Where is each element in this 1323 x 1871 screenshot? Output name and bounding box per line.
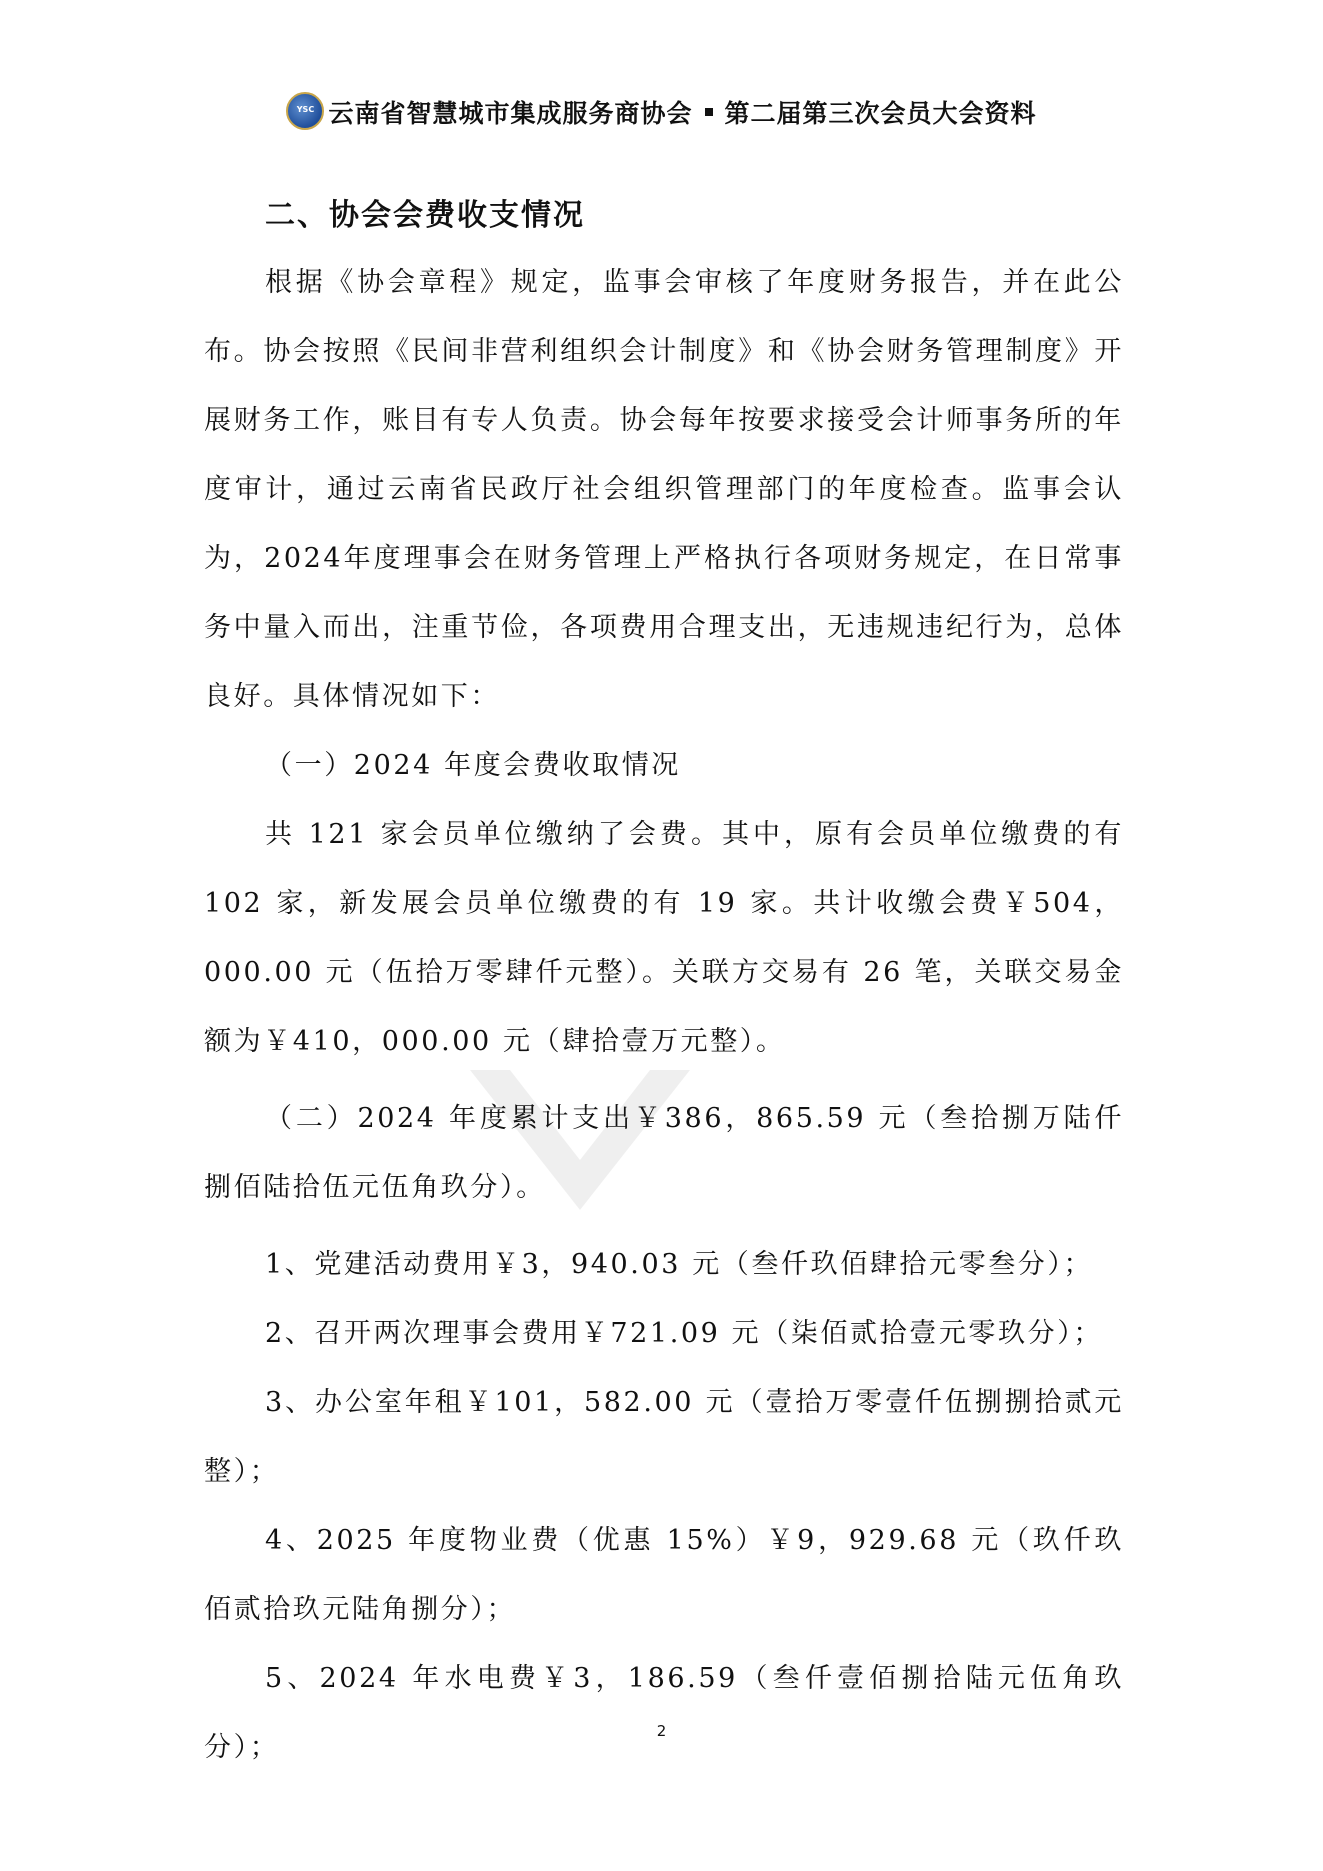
- page-number: 2: [656, 1722, 667, 1740]
- expense-item: 5、2024 年水电费￥3，186.59（叁仟壹佰捌拾陆元伍角玖分）；: [204, 1663, 1124, 1763]
- expense-item: 3、办公室年租￥101，582.00 元（壹拾万零壹仟伍捌捌拾贰元整）；: [204, 1387, 1124, 1487]
- page-header: [0, 94, 1323, 134]
- section-heading: 二、协会会费收支情况: [265, 198, 585, 233]
- doc-title: 第二届第三次会员大会资料: [724, 99, 1037, 128]
- association-logo-icon: YSC: [286, 92, 324, 130]
- subsection-heading-fees: （一）2024 年度会费收取情况: [265, 750, 681, 781]
- expense-item: 2、召开两次理事会费用￥721.09 元（柒佰贰拾壹元零玖分）；: [265, 1318, 1103, 1349]
- expense-item: 1、党建活动费用￥3，940.03 元（叁仟玖佰肆拾元零叁分）；: [265, 1249, 1094, 1280]
- document-body: [204, 190, 1124, 1782]
- expense-item: 4、2025 年度物业费（优惠 15%）￥9，929.68 元（玖仟玖佰贰拾玖元陆角捌分）；: [204, 1525, 1124, 1625]
- subsection-heading-expenses: （二）2024 年度累计支出￥386，865.59 元（叁拾捌万陆仟捌佰陆拾伍元伍角玖分）。: [204, 1103, 1124, 1203]
- separator-square-icon: [705, 108, 713, 116]
- intro-paragraph: 根据《协会章程》规定，监事会审核了年度财务报告，并在此公布。协会按照《民间非营利组织会计制度》和《协会财务管理制度》开展财务工作，账目有专人负责。协会每年按要求接受会计师事务所的年度审计，通过云南省民政厅社会组织管理部门的年度检查。监事会认为，2024年度理事会在财务管理上严格执行各项财务规定，在日常事务中量入而出，注重节俭，各项费用合理支出，无违规违纪行为，总体良好。具体情况如下：: [204, 267, 1124, 712]
- org-name: 云南省智慧城市集成服务商协会: [328, 99, 693, 128]
- fees-paragraph: 共 121 家会员单位缴纳了会费。其中，原有会员单位缴费的有 102 家，新发展会员单位缴费的有 19 家。共计收缴会费￥504，000.00 元（伍拾万零肆仟元整）。关联方交易有 26 笔，关联交易金额为￥410，000.00 元（肆拾壹万元整）。: [204, 819, 1124, 1057]
